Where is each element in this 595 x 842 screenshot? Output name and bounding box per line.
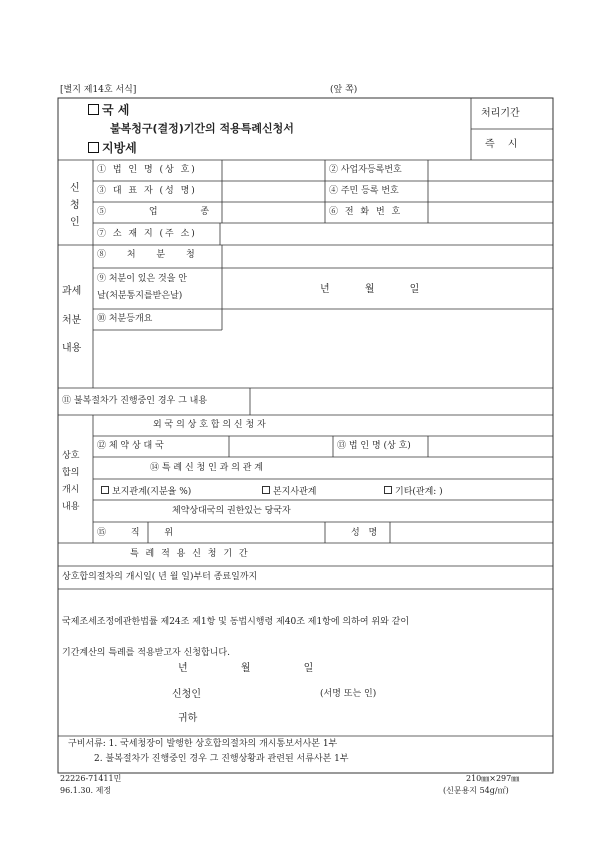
mutual-label-2: 합의 xyxy=(62,468,80,478)
address-field[interactable] xyxy=(221,224,552,244)
known-date-label-1: ⑨ 처분이 있은 것을 안 xyxy=(97,274,187,284)
enacted-date: 96.1.30. 제정 xyxy=(60,786,112,795)
form-code: 22226-71411민 xyxy=(60,774,122,783)
appeal-field[interactable] xyxy=(251,389,552,414)
applicant-signature-label: 신청인 xyxy=(172,689,201,700)
checkbox-icon xyxy=(262,486,270,494)
applicant-label-3: 인 xyxy=(70,217,80,228)
statement-line-1: 국제조세조정에관한법률 제24조 제1항 및 동법시행령 제40조 제1항에 의하여 위와 같이 xyxy=(62,617,410,627)
competent-authority-heading: 체약상대국의 권한있는 당국자 xyxy=(172,506,291,516)
checkbox-icon xyxy=(88,104,99,115)
mutual-label-1: 상호 xyxy=(62,451,80,461)
business-field[interactable] xyxy=(223,203,324,222)
mutual-label-3: 개시 xyxy=(62,485,80,495)
representative-label: ③ 대 표 자 (성 명) xyxy=(97,186,197,196)
address-label: ⑦ 소 재 지 (주 소) xyxy=(97,229,197,239)
checkbox-icon xyxy=(384,486,392,494)
form-number: [별지 제14호 서식] xyxy=(60,85,137,95)
mutual-label-4: 내용 xyxy=(62,502,80,512)
foreign-corp-name-label: ⑬ 법 인 명 (상 호) xyxy=(337,441,411,451)
resident-no-field[interactable] xyxy=(429,182,552,201)
statement-line-2: 기간계산의 특례를 적용받고자 신청합니다. xyxy=(62,648,230,658)
addressee: 귀하 xyxy=(178,713,198,724)
relation-option-branch[interactable]: 본지사관계 xyxy=(262,486,316,497)
appeal-label: ⑪ 불복절차가 진행중인 경우 그 내용 xyxy=(62,396,208,406)
applicant-label-1: 신 xyxy=(70,183,80,194)
corp-name-field[interactable] xyxy=(223,161,324,180)
signature-field[interactable]: (서명 또는 인) xyxy=(320,689,377,699)
partner-country-field[interactable] xyxy=(230,437,332,456)
business-label: ⑤ 업 종 xyxy=(97,207,210,217)
processing-period-value: 즉 시 xyxy=(485,139,523,150)
paper-size: 210㎜×297㎜ xyxy=(466,774,520,783)
special-period-title: 특 례 적 용 신 청 기 간 xyxy=(130,549,250,559)
paper-type: (신문용지 54g/㎡) xyxy=(443,786,509,795)
biz-reg-no-label: ② 사업자등록번호 xyxy=(329,165,402,175)
relation-label: ⑭ 특 례 신 청 인 과 의 관 계 xyxy=(150,463,263,473)
corp-name-label: ① 법 인 명 (상 호) xyxy=(97,165,197,175)
representative-field[interactable] xyxy=(223,182,324,201)
known-date-field[interactable]: 년 월 일 xyxy=(320,284,420,295)
checkbox-icon xyxy=(101,486,109,494)
position-field[interactable] xyxy=(149,523,324,542)
processing-period-label: 처리기간 xyxy=(481,108,520,119)
disposition-label-2: 처분 xyxy=(62,315,82,326)
partner-country-label: ⑫ 체 약 상 대 국 xyxy=(97,441,164,451)
phone-label: ⑥ 전 화 번 호 xyxy=(329,207,403,217)
checkbox-icon xyxy=(88,142,99,153)
authority-label: ⑧ 처 분 청 xyxy=(97,250,204,260)
official-name-label: 성 명 xyxy=(351,528,378,538)
relation-option-other[interactable]: 기타(관계: ) xyxy=(384,486,443,497)
resident-no-label: ④ 주민 등록 번호 xyxy=(329,186,399,196)
special-period-line[interactable]: 상호합의절차의 개시일( 년 월 일)부터 종료일까지 xyxy=(62,572,258,582)
authority-field[interactable] xyxy=(223,246,552,267)
attachment-line-2: 2. 불복절차가 진행중인 경우 그 진행상황과 관련된 서류사본 1부 xyxy=(94,754,349,764)
applicant-label-2: 청 xyxy=(70,200,80,211)
national-tax-option[interactable]: 국 세 xyxy=(88,104,129,116)
foreign-applicant-heading: 외 국 의 상 호 합 의 신 청 자 xyxy=(153,420,266,430)
form-title: 불복청구(결정)기간의 적용특례신청서 xyxy=(110,122,294,135)
official-name-field[interactable] xyxy=(391,523,552,542)
summary-label: ⑩ 처분등개요 xyxy=(97,314,153,324)
application-date[interactable]: 년 월 일 xyxy=(178,663,314,674)
phone-field[interactable] xyxy=(429,203,552,222)
summary-field[interactable] xyxy=(94,331,552,387)
local-tax-option[interactable]: 지방세 xyxy=(88,142,137,154)
known-date-label-2: 날(처분통지를받은날) xyxy=(97,291,183,301)
relation-option-shareholding[interactable]: 보지관계(지분율 %) xyxy=(101,486,191,497)
page-side: (앞 쪽) xyxy=(330,85,358,95)
attachment-line-1: 구비서류: 1. 국세청장이 발행한 상호합의절차의 개시통보서사본 1부 xyxy=(68,739,338,749)
disposition-label-3: 내용 xyxy=(62,343,82,354)
position-label: ⑮ 직 위 xyxy=(97,528,174,538)
biz-reg-no-field[interactable] xyxy=(429,161,552,180)
foreign-corp-name-field[interactable] xyxy=(429,437,552,456)
disposition-label-1: 과세 xyxy=(62,286,82,297)
